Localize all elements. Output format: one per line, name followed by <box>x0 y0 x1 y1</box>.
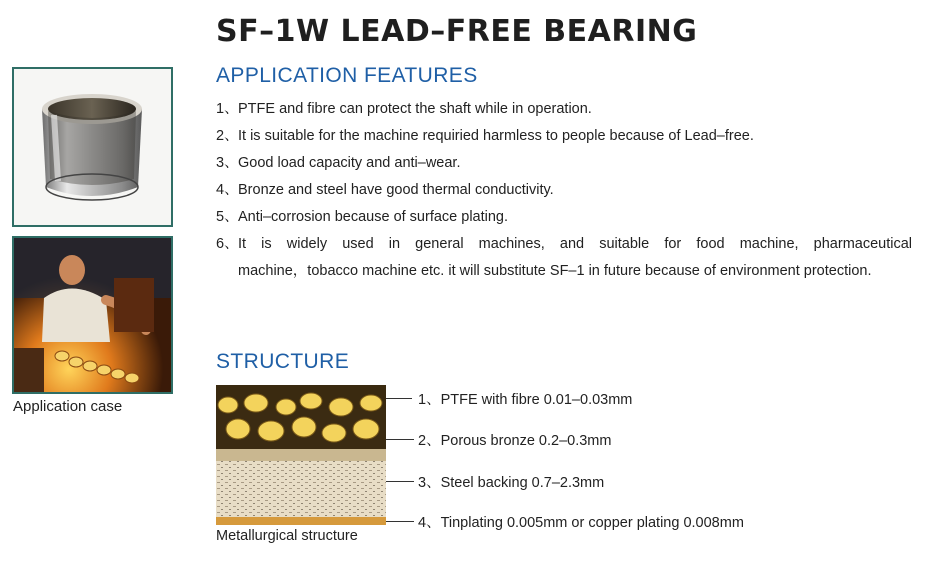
layer-leader-line <box>386 481 414 482</box>
structure-caption: Metallurgical structure <box>216 528 358 544</box>
layer-leader-line <box>386 439 414 440</box>
layer-number: 3、 <box>418 475 441 491</box>
feature-number: 4、 <box>216 182 239 198</box>
feature-number: 1、 <box>216 101 239 117</box>
metallurgical-structure-image <box>216 385 386 525</box>
feature-number: 3、 <box>216 155 239 171</box>
layer-leader-line <box>386 521 414 522</box>
feature-item <box>216 96 912 123</box>
application-case-caption: Application case <box>13 398 123 415</box>
feature-text-continued: machine，tobacco machine etc. it will substitute SF–1 in future because of environment protection. <box>238 263 872 279</box>
feature-number: 2、 <box>216 128 239 144</box>
layer-number: 1、 <box>418 392 441 408</box>
application-case-image <box>12 236 173 394</box>
feature-number: 6、 <box>216 236 239 252</box>
structure-layer-label <box>418 429 611 450</box>
feature-text: Good load capacity and anti–wear. <box>238 155 461 171</box>
layer-number: 2、 <box>418 433 441 449</box>
feature-item <box>216 231 912 285</box>
feature-item <box>216 204 912 231</box>
feature-text: It is widely used in general machines, and suitable for food machine, pharmaceutical <box>238 236 912 252</box>
page-title: SF–1W LEAD–FREE BEARING <box>216 14 698 49</box>
feature-text: Bronze and steel have good thermal conductivity. <box>238 182 554 198</box>
feature-text: Anti–corrosion because of surface plating. <box>238 209 509 225</box>
application-features-heading: APPLICATION FEATURES <box>216 64 478 87</box>
structure-layer-label <box>418 471 604 492</box>
feature-text: It is suitable for the machine requiried harmless to people because of Lead–free. <box>238 128 754 144</box>
structure-heading: STRUCTURE <box>216 350 350 373</box>
feature-text: PTFE and fibre can protect the shaft while in operation. <box>238 101 592 117</box>
layer-leader-line <box>386 398 412 399</box>
feature-number: 5、 <box>216 209 239 225</box>
layer-text: Tinplating 0.005mm or copper plating 0.008mm <box>440 515 744 531</box>
layer-text: Porous bronze 0.2–0.3mm <box>440 433 612 449</box>
feature-item <box>216 123 912 150</box>
structure-layer-label <box>418 511 744 532</box>
application-case-illustration <box>14 238 171 392</box>
layer-text: Steel backing 0.7–2.3mm <box>440 475 605 491</box>
metallurgical-layers-illustration <box>216 385 386 525</box>
feature-item <box>216 177 912 204</box>
bearing-product-image <box>12 67 173 227</box>
layer-number: 4、 <box>418 515 441 531</box>
layer-text: PTFE with fibre 0.01–0.03mm <box>440 392 633 408</box>
feature-item <box>216 150 912 177</box>
structure-layer-label <box>418 388 632 409</box>
bearing-illustration <box>14 69 171 225</box>
